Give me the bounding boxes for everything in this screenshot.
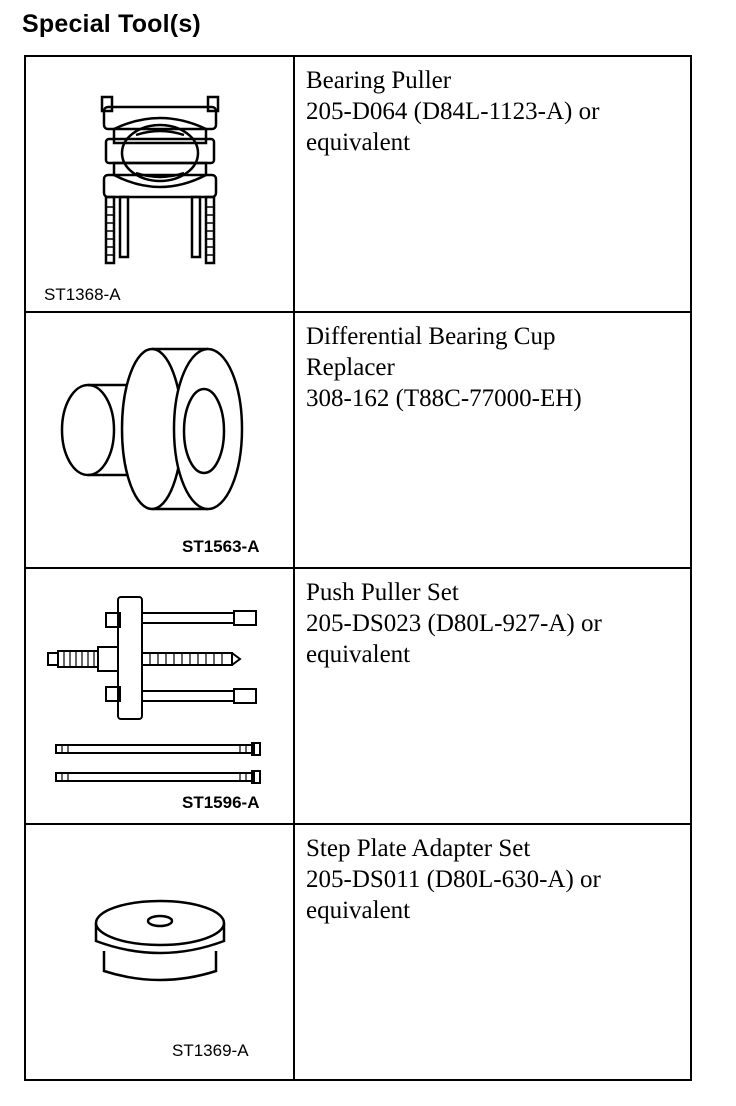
tool-note: equivalent (306, 129, 411, 156)
tool-number: 308-162 (T88C-77000-EH) (306, 385, 582, 412)
figure-code: ST1596-A (182, 793, 260, 812)
tool-number: 205-D064 (D84L-1123-A) or (306, 98, 600, 125)
tool-number: 205-DS011 (D80L-630-A) or (306, 866, 601, 893)
page-title: Special Tool(s) (22, 10, 201, 38)
tool-note: equivalent (306, 897, 411, 924)
tool-note: equivalent (306, 641, 411, 668)
tool-number: 205-DS023 (D80L-927-A) or (306, 610, 602, 637)
table-row (25, 824, 691, 1080)
tool-illustration-cell (25, 568, 294, 824)
push-puller-set-icon (26, 569, 293, 823)
tool-description-cell (294, 824, 691, 1080)
figure-code: ST1563-A (182, 537, 260, 556)
tool-illustration-cell (25, 312, 294, 568)
tool-description-cell (294, 568, 691, 824)
tool-name: Bearing Puller (306, 67, 452, 94)
bearing-cup-replacer-icon (26, 313, 293, 567)
tool-illustration-cell (25, 56, 294, 312)
tool-illustration-cell (25, 824, 294, 1080)
table-row (25, 312, 691, 568)
step-plate-adapter-icon (26, 825, 293, 1079)
tool-name: Step Plate Adapter Set (306, 835, 531, 862)
figure-code: ST1368-A (44, 285, 121, 304)
table-row (25, 568, 691, 824)
table-row (25, 56, 691, 312)
tool-name: Push Puller Set (306, 579, 459, 606)
tool-description-cell (294, 312, 691, 568)
special-tools-table (24, 55, 692, 1081)
tool-description-cell (294, 56, 691, 312)
tool-name-continued: Replacer (306, 354, 395, 381)
figure-code: ST1369-A (172, 1041, 249, 1060)
bearing-puller-icon (26, 57, 293, 311)
tool-name: Differential Bearing Cup (306, 323, 556, 350)
